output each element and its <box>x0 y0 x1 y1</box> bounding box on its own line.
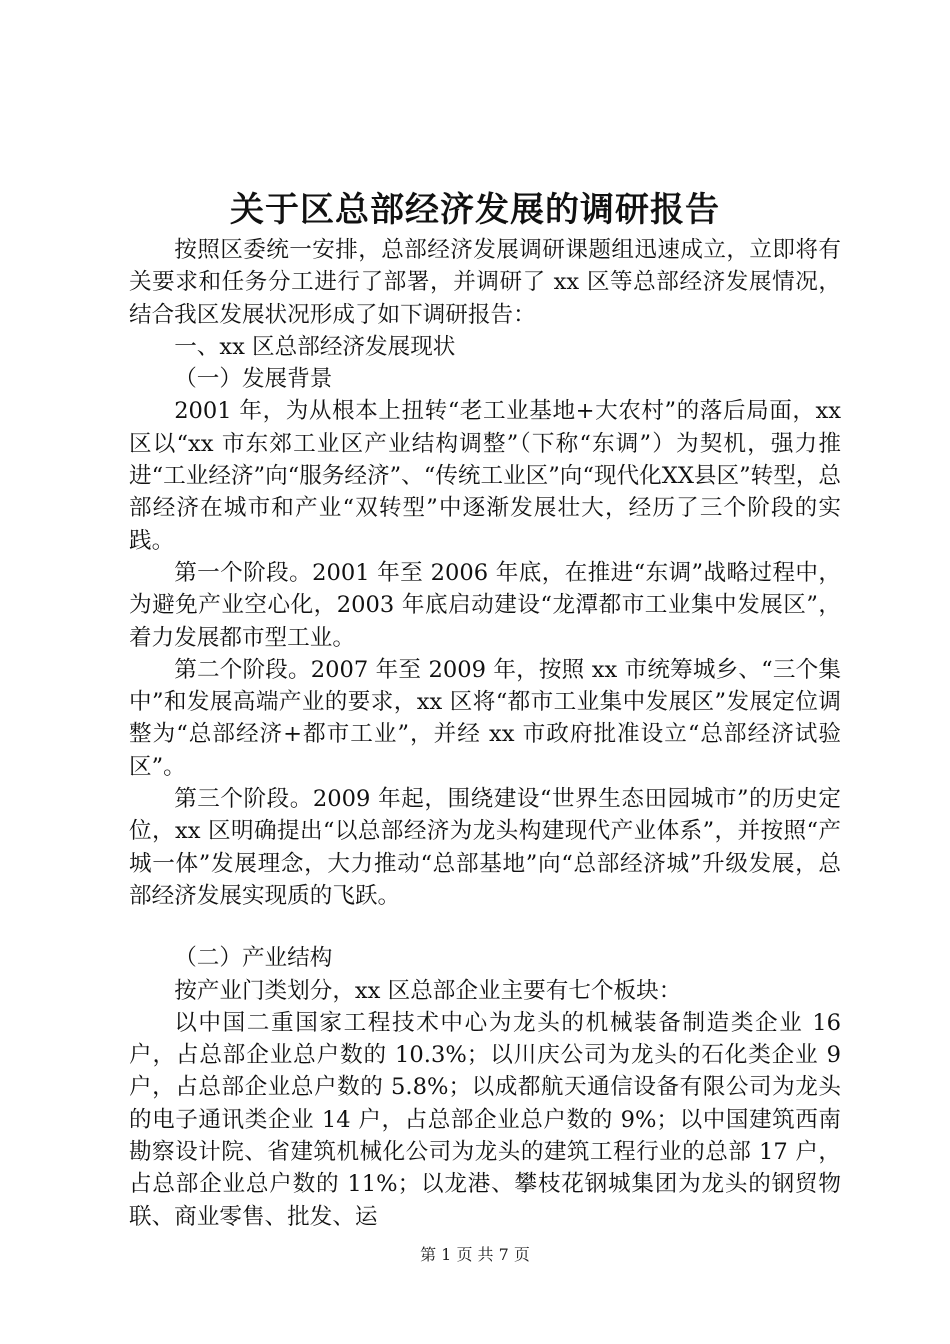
body-paragraph: 2001 年，为从根本上扭转“老工业基地+大农村”的落后局面，xx 区以“xx 市东郊工业区产业结构调整”（下称“东调”）为契机，强力推进“工业经济”向“服务经济”、“传统工业区”向“现代化XX县区”转型，总部经济在城市和产业“双转型”中逐渐发展壮大，经历了三个阶段的实践。 <box>129 398 842 554</box>
page-number: 第 1 页 共 7 页 <box>420 1245 530 1264</box>
document-body <box>129 234 841 1233</box>
intro-paragraph: 按照区委统一安排，总部经济发展调研课题组迅速成立，立即将有关要求和任务分工进行了部署，并调研了 xx 区等总部经济发展情况，结合我区发展状况形成了如下调研报告： <box>129 237 841 328</box>
subsection-heading: （二）产业结构 <box>174 945 333 972</box>
document-title: 关于区总部经济发展的调研报告 <box>230 190 720 230</box>
body-paragraph: 按产业门类划分，xx 区总部企业主要有七个板块： <box>174 977 682 1004</box>
body-paragraph: 第三个阶段。2009 年起，围绕建设“世界生态田园城市”的历史定位，xx 区明确提出“以总部经济为龙头构建现代产业体系”，并按照“产城一体”发展理念，大力推动“总部基地”向“总部经济城”升级发展，总部经济发展实现质的飞跃。 <box>129 786 841 909</box>
subsection-heading: （一）发展背景 <box>174 366 333 393</box>
body-paragraph: 第一个阶段。2001 年至 2006 年底，在推进“东调”战略过程中，为避免产业空心化，2003 年底启动建设“龙潭都市工业集中发展区”，着力发展都市型工业。 <box>129 559 841 651</box>
section-heading: 一、xx 区总部经济发展现状 <box>174 333 456 360</box>
body-paragraph: 以中国二重国家工程技术中心为龙头的机械装备制造类企业 16 户，占总部企业总户数的 10.3%；以川庆公司为龙头的石化类企业 9 户，占总部企业总户数的 5.8%；以成都航天通信设备有限公司为龙头的电子通讯类企业 14 户，占总部企业总户数的 9%；以中国建筑西南勘察设计院、省建筑机械化公司为龙头的建筑工程行业的总部 17 户，占总部企业总户数的 11%；以龙港、攀枝花钢城集团为龙头的钢贸物联、商业零售、批发、运 <box>129 1009 841 1230</box>
body-paragraph: 第二个阶段。2007 年至 2009 年，按照 xx 市统筹城乡、“三个集中”和发展高端产业的要求，xx 区将“都市工业集中发展区”发展定位调整为“总部经济+都市工业”，并经 xx 市政府批准设立“总部经济试验区”。 <box>129 656 841 780</box>
